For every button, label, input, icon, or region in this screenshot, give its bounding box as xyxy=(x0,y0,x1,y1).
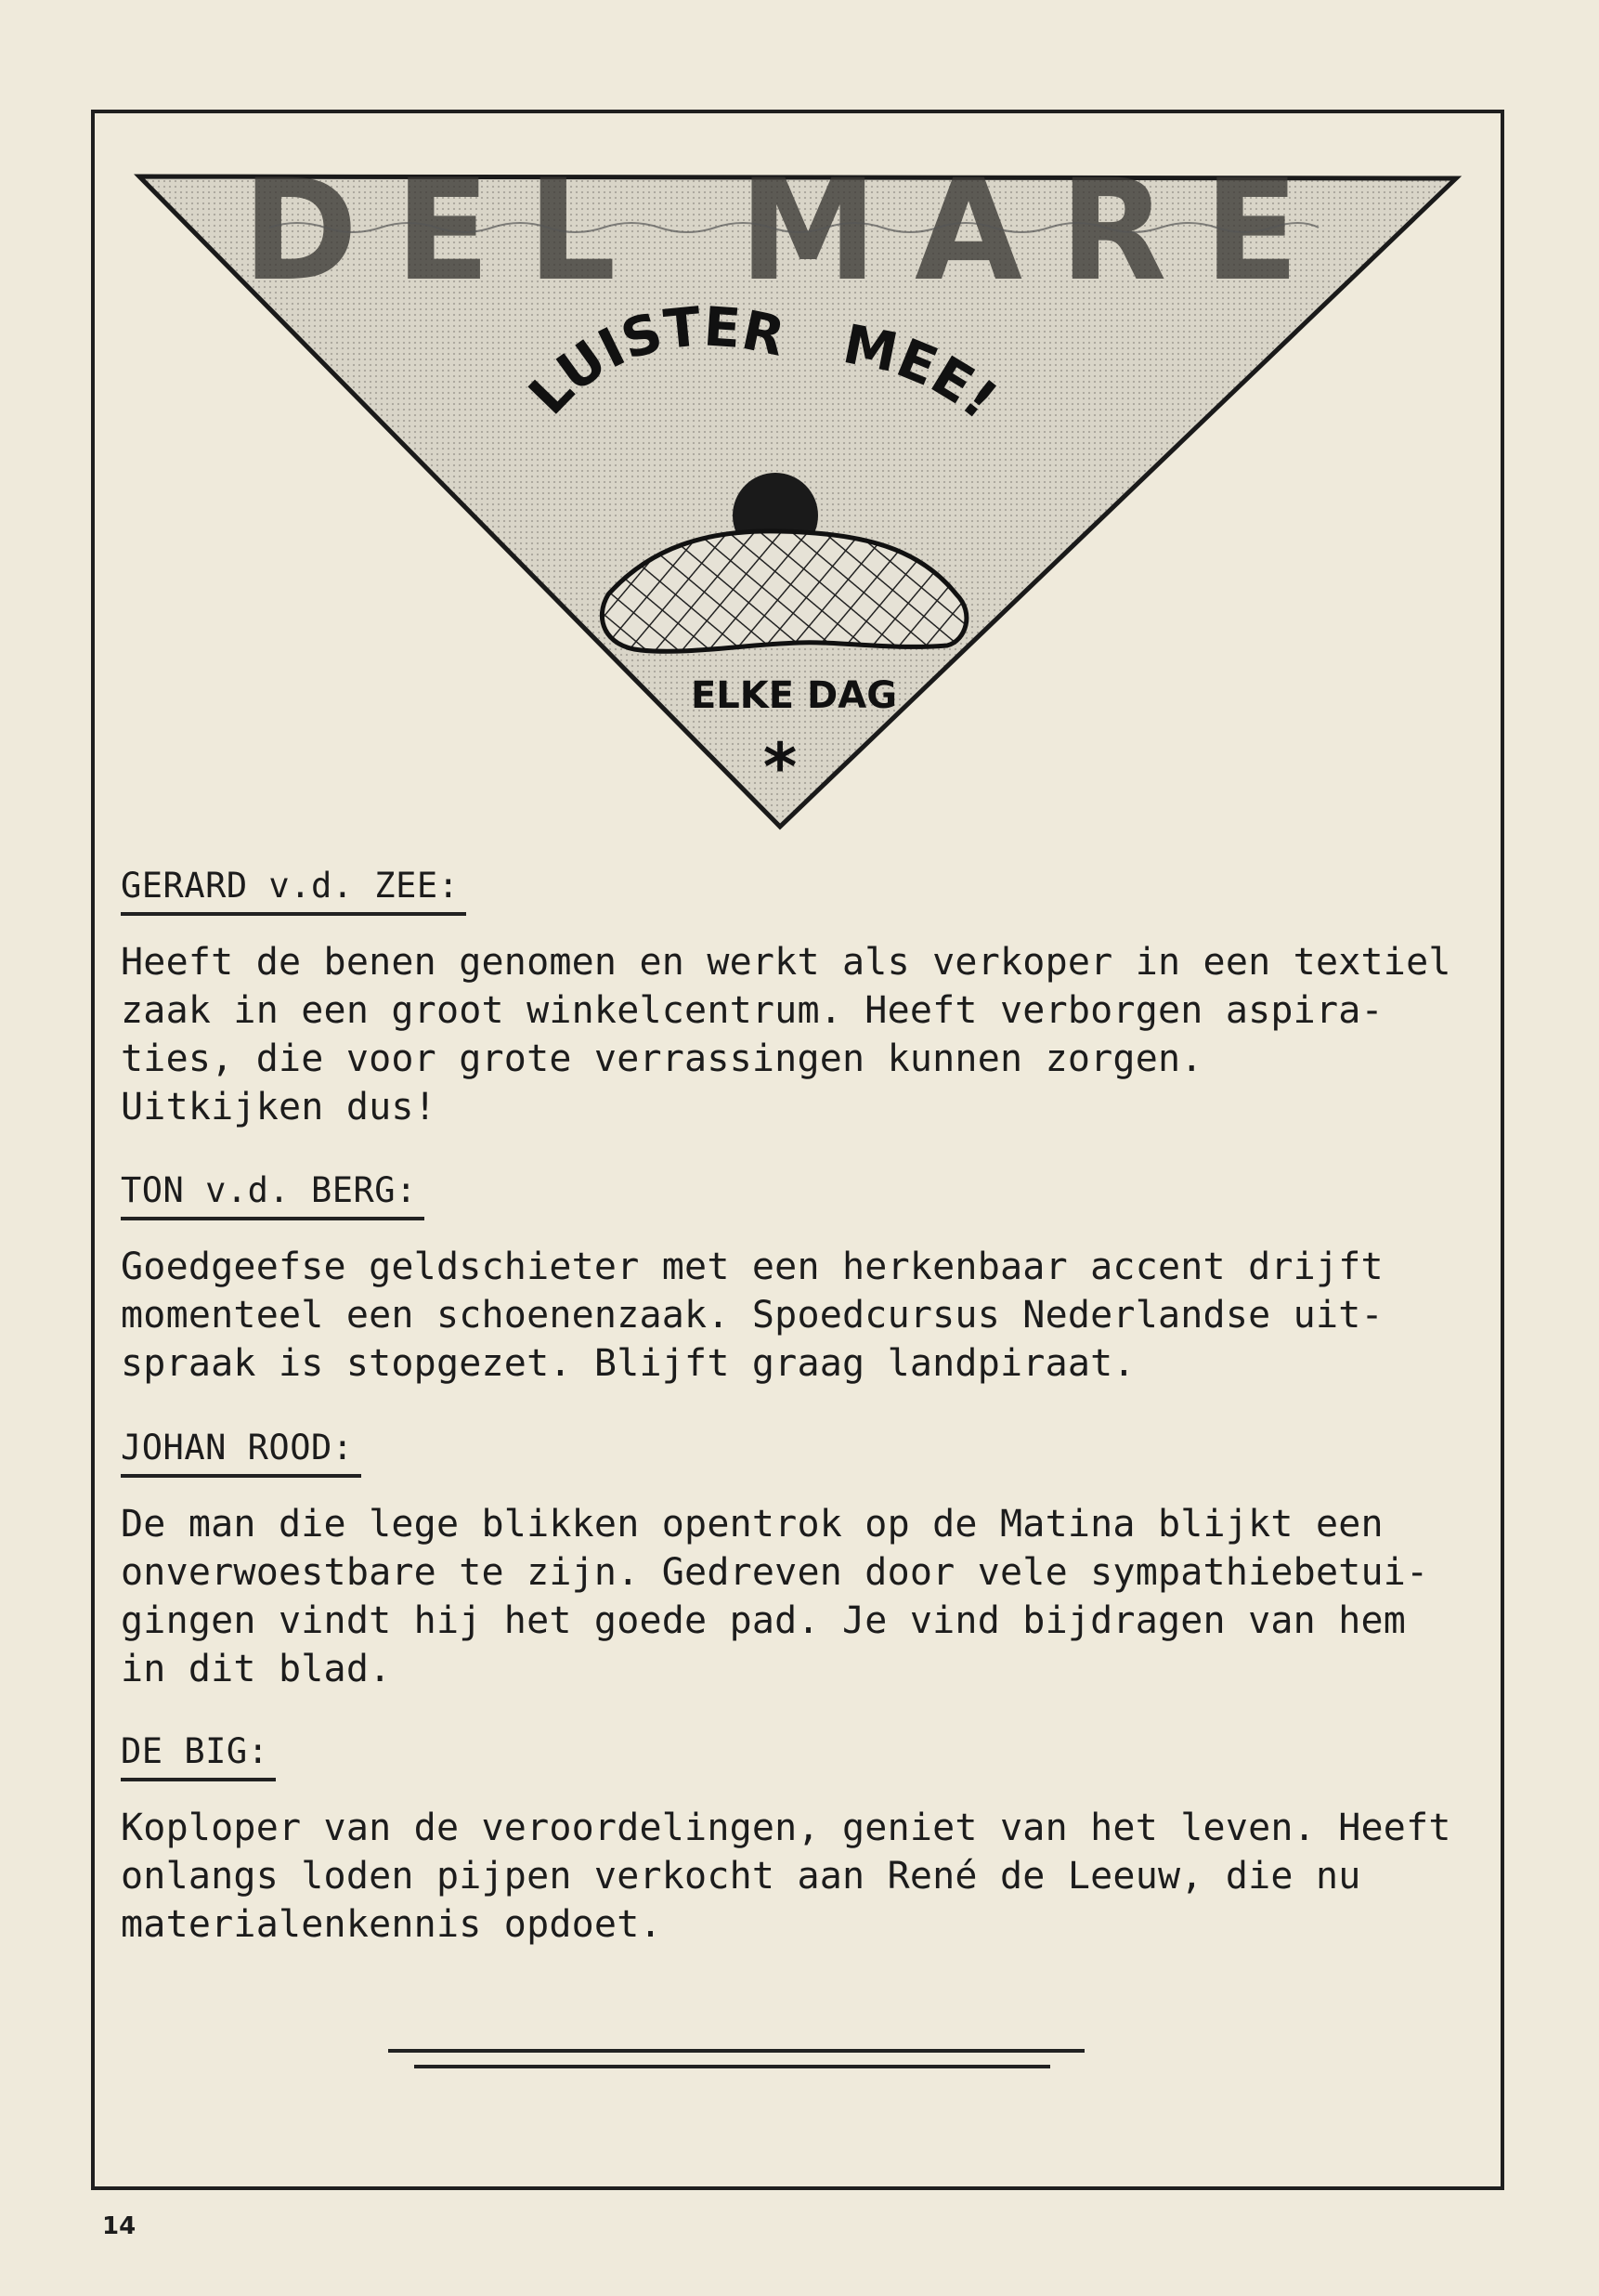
section-heading: TON v.d. BERG: xyxy=(121,1173,417,1220)
closing-rule-top xyxy=(388,2049,1085,2053)
tagline-text: ELKE DAG xyxy=(690,674,898,717)
slogan-text: LUISTER xyxy=(516,294,791,427)
section-text: De man die lege blikken opentrok op de Matina blijkt een onverwoestbare te zijn. Gedreven door vele sympathiebetui- gingen vindt hij het goede pad. Je vind bijdragen van hem in dit blad. xyxy=(121,1503,1429,1690)
section-text: Koploper van de veroordelingen, geniet van het leven. Heeft onlangs loden pijpen verkocht aan René de Leeuw, die nu materialenkennis opdoet. xyxy=(121,1807,1451,1946)
section-gerard xyxy=(121,868,1514,1131)
section-heading: JOHAN ROOD: xyxy=(121,1430,354,1478)
brand-text: DEL MARE xyxy=(241,150,1337,312)
section-de-big xyxy=(121,1731,1514,1949)
page-number: 14 xyxy=(102,2212,136,2240)
section-johan xyxy=(121,1430,1514,1693)
section-text: Goedgeefse geldschieter met een herkenbaar accent drijft momenteel een schoenenzaak. Spoedcursus Nederlandse uit- spraak is stopgezet. Blijft graag landpiraat. xyxy=(121,1246,1384,1385)
section-heading: GERARD v.d. ZEE: xyxy=(121,868,459,916)
section-text: Heeft de benen genomen en werkt als verkoper in een textiel zaak in een groot winkelcentrum. Heeft verborgen aspira- ties, die voor grote verrassingen kunnen zorgen. Uitkijken dus! xyxy=(121,941,1451,1128)
slogan-text-2: MEE! xyxy=(838,311,1009,432)
section-ton xyxy=(121,1170,1514,1388)
section-heading: DE BIG: xyxy=(121,1734,268,1781)
star-icon: * xyxy=(762,729,798,805)
closing-rule-bottom xyxy=(414,2065,1050,2068)
del-mare-logo xyxy=(0,0,1599,854)
